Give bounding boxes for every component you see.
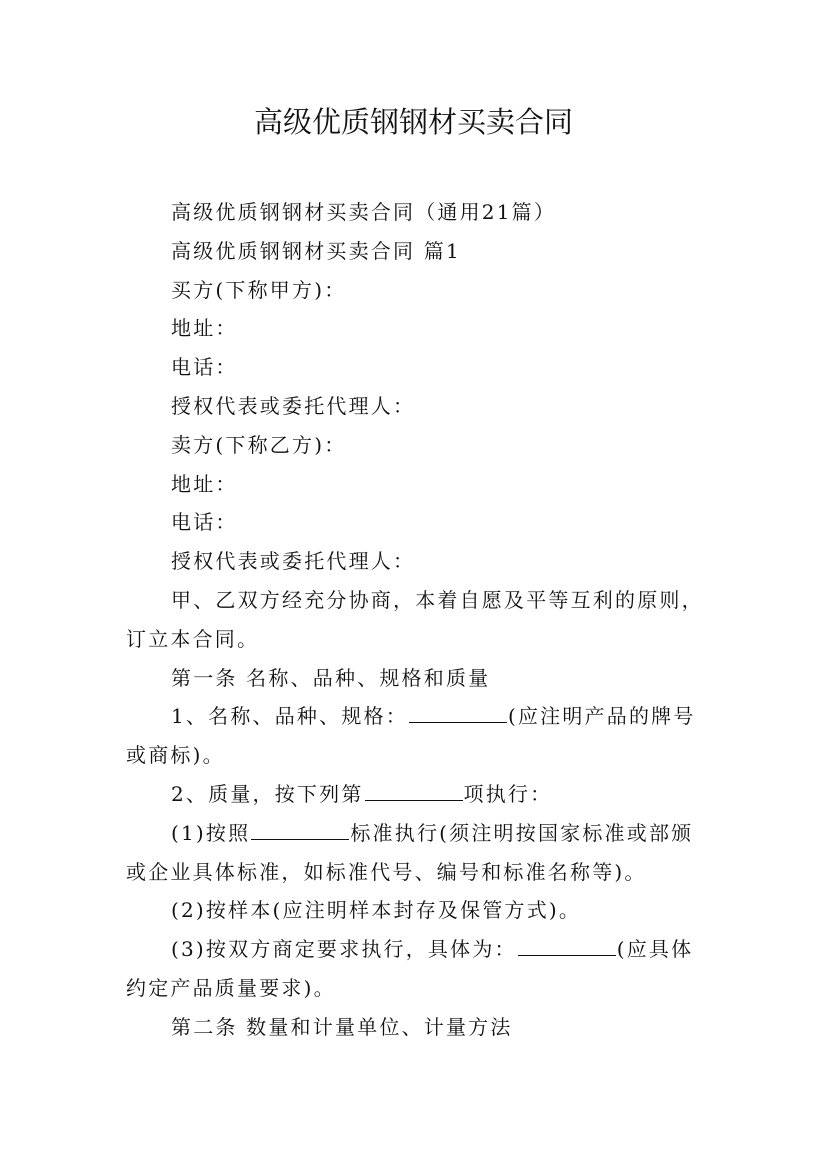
article-1-item-1 <box>126 697 716 736</box>
buyer-rep-label: 授权代表或委托代理人： <box>171 393 416 418</box>
document-title: 高级优质钢钢材买卖合同 <box>253 105 573 139</box>
article-1-sub-3-cont: 约定产品质量要求)。 <box>126 975 336 1000</box>
sub-3-suffix: (应具体 <box>616 937 694 962</box>
article-1-sub-2: (2)按样本(应注明样本封存及保管方式)。 <box>171 898 582 923</box>
article-1-heading: 第一条 名称、品种、规格和质量 <box>171 665 491 690</box>
preamble-line-2: 订立本合同。 <box>126 626 260 651</box>
item-2-prefix: 2、质量，按下列第 <box>171 781 364 806</box>
seller-label: 卖方(下称乙方)： <box>171 432 347 457</box>
article-1-item-1-cont: 或商标)。 <box>126 743 225 768</box>
buyer-label: 买方(下称甲方)： <box>171 277 347 302</box>
document-body <box>126 193 716 1047</box>
buyer-phone-label: 电话： <box>171 355 238 380</box>
item-1-blank <box>409 706 507 723</box>
item-2-blank <box>365 784 463 801</box>
item-1-prefix: 1、名称、品种、规格： <box>171 704 408 729</box>
seller-rep-label: 授权代表或委托代理人： <box>171 549 416 574</box>
article-1-sub-1-cont: 或企业具体标准，如标准代号、编号和标准名称等)。 <box>126 859 647 884</box>
item-1-suffix: (应注明产品的牌号 <box>507 704 696 729</box>
article-1-item-2 <box>126 775 716 814</box>
article-1-sub-1 <box>126 814 716 853</box>
buyer-address-label: 地址： <box>171 316 238 341</box>
sub-3-prefix: (3)按双方商定要求执行，具体为： <box>171 937 517 962</box>
sub-3-blank <box>518 939 616 956</box>
seller-address-label: 地址： <box>171 471 238 496</box>
article-2-heading: 第二条 数量和计量单位、计量方法 <box>171 1014 513 1039</box>
preamble-line-1: 甲、乙双方经充分协商，本着自愿及平等互利的原则， <box>171 587 704 612</box>
seller-phone-label: 电话： <box>171 510 238 535</box>
sub-1-suffix: 标准执行(须注明按国家标准或部颁 <box>350 820 694 845</box>
item-2-suffix: 项执行： <box>463 781 553 806</box>
document-subtitle: 高级优质钢钢材买卖合同（通用21篇） <box>171 200 557 224</box>
article-1-sub-3 <box>126 930 716 969</box>
section-heading: 高级优质钢钢材买卖合同 篇1 <box>171 238 461 263</box>
sub-1-blank <box>251 823 349 840</box>
sub-1-prefix: (1)按照 <box>171 820 251 845</box>
